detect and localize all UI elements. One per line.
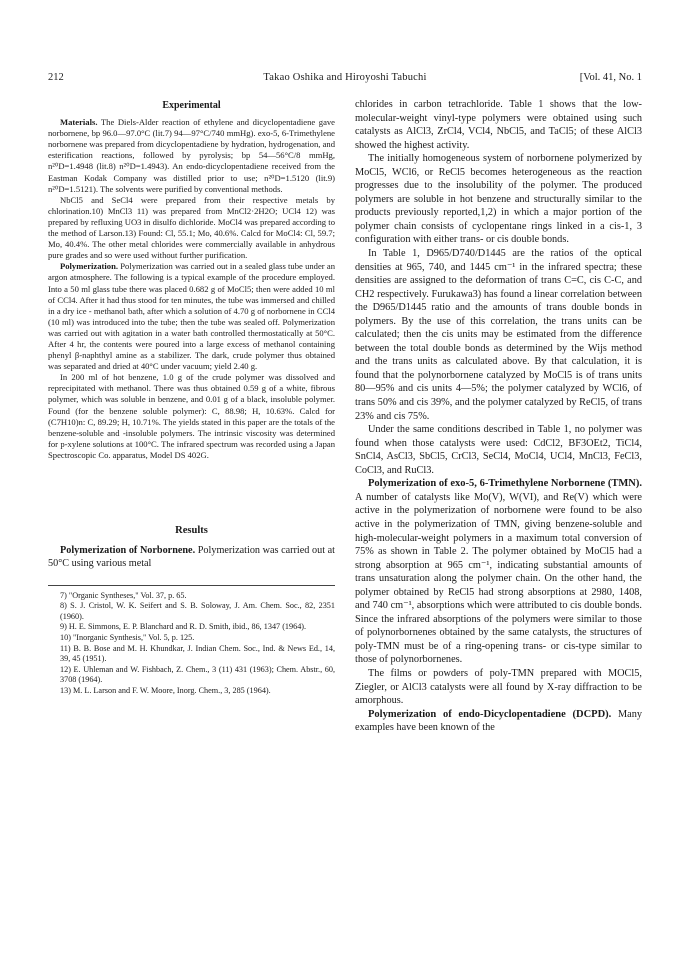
polymerization-run-in-head: Polymerization. — [60, 261, 118, 272]
reference-item: 8) S. J. Cristol, W. K. Seifert and S. B. Soloway, J. Am. Chem. Soc., 82, 2351 (1960). — [60, 601, 335, 621]
purification-paragraph: In 200 ml of hot benzene, 1.0 g of the crude polymer was dissolved and reprecipitated with methanol. There was thus obtained 0.59 g of a white, fibrous polymer, which was soluble in benzene, and 0.01 g of a black, insoluble polymer. Found (for the benzene soluble polymer): C, 88.98; H, 10.63%. Calcd for (C7H10)n: C, 89.29; H, 10.71%. The yields stated in this paper are the totals of the benzene-soluble and -insoluble polymers. The intrinsic viscosity was determined for p-xylene solutions at 100°C. The infrared spectrum was recorded using a Japan Spectroscopic Co. apparatus, Model DS 402G. — [48, 372, 335, 460]
no-polymer-paragraph: Under the same conditions described in Table 1, no polymer was found when those catalysts were used: CdCl2, BF3OEt2, TiCl4, SnCl4, AsCl3, SbCl5, CrCl3, SeCl4, MoCl4, UCl4, MnCl3, FeCl3, CoCl3, and RuCl3. — [355, 424, 642, 476]
volume-label: [Vol. 41, No. 1 — [579, 72, 642, 83]
polymerization-text: Polymerization was carried out in a sealed glass tube under an argon atmosphere. The following is a typical example of the procedure employed. Into a 50 ml glass tube there was placed 0.682 g of MoCl5; then were added 10 ml of CCl4. After it had thus stood for ten minutes, the tube was immersed and chilled in a dry ice - methanol bath, after which a solution of 4.70 g of norbornene in CCl4 (10 ml) was introduced into the tube; then the tube was sealed off. Polymerization was carried out with agitation in a water bath controlled thermostatically at 50°C. After 4 hr, the contents were poured into a large excess of methanol containing phenyl β-naphthyl amine as a stabilizer. The dark, crude polymer thus obtained was separated and dried at 40°C under vacuum; yield 2.40 g. — [48, 261, 335, 372]
results-heading: Results — [175, 525, 208, 536]
materials-paragraph — [48, 117, 335, 195]
reference-item: 9) H. E. Simmons, E. P. Blanchard and R. D. Smith, ibid., 86, 1347 (1964). — [60, 622, 307, 632]
footnote-references — [48, 585, 335, 697]
materials-run-in-head: Materials. — [60, 117, 98, 128]
page-number: 212 — [48, 72, 64, 83]
results-text: Polymerization was carried out at 50°C using various metal — [48, 545, 335, 570]
dcpd-text: Many examples have been known of the — [355, 708, 642, 734]
reference-item: 12) E. Uhleman and W. Fishbach, Z. Chem., 3 (11) 431 (1963); Chem. Abstr., 60, 3708 (1964). — [60, 664, 335, 685]
two-column-body — [48, 98, 642, 938]
tmn-paragraph — [355, 477, 642, 667]
norbornene-run-in-head: Polymerization of Norbornene. — [60, 545, 196, 557]
dcpd-paragraph — [355, 708, 642, 735]
tmn-text: A number of catalysts like Mo(V), W(VI), and Re(V) which were active in the polymerization of norbornene were found to be also active in the polymerization of TMN, giving benzene-soluble and high-molecular-weight polymers in a maximum total conversion of 75% as shown in Table 2. The polymer obtained by MoCl5 had a strong absorption at 965 cm⁻¹, indicating substantial amounts of trans unsaturation along the polymer chain. On the other hand, the polymer obtained by ReCl5 had strong absorptions at 2980, 1408, and 740 cm⁻¹, absorptions which were attributed to cis double bonds. Since the infrared absorptions of the polymers were similar to those of polynorbornenes obtained by the same catalysts, the structures of poly-TMN must be of a ring-opening trans- or cis-type similar to those of polynorbornenes. — [355, 491, 642, 666]
running-head — [48, 71, 642, 85]
homogeneous-system-paragraph: The initially homogeneous system of norbornene polymerized by MoCl5, WCl6, or ReCl5 becomes heterogeneous as the reaction progresses due to the insolubility of the polymer. The produced polymers are soluble in hot benzene and structurally similar to the products previously reported,1,2) in which a major portion of the polymer chain consists of cyclopentane rings linked in a cis-1, 3 configuration with either trans- or cis double bonds. — [355, 153, 642, 246]
materials-text: The Diels-Alder reaction of ethylene and dicyclopentadiene gave norbornene, bp 96.0—97.0°C (lit.7) 94—97°C/740 mmHg). exo-5, 6-Trimethylene norbornene was prepared from dicyclopentadiene by hydration, hydrogenation, and esterification reactions, followed by pyrolysis; bp 54—56°C/8 mmHg, n²⁰D=1.4948 (lit.8) n²⁰D=1.4943). An endo-dicyclopentadiene received from the Eastman Kodak Company was distilled prior to use; n²⁰D=1.5120 (lit.9) n²⁰D=1.5121). The solvents were purified by conventional methods. — [48, 117, 335, 194]
tmn-run-in-head: Polymerization of exo-5, 6-Trimethylene Norbornene (TMN). — [368, 478, 642, 490]
right-column — [355, 98, 642, 938]
reference-item: 10) "Inorganic Synthesis," Vol. 5, p. 125. — [60, 633, 195, 643]
chlorides-paragraph: NbCl5 and SeCl4 were prepared from their respective metals by chlorination.10) MnCl3 11) was prepared from MnCl2·2H2O; UCl4 12) was prepared by refluxing UO3 in disulfo dichloride. MoCl4 was prepared according to the method of Larson.13) Found: Cl, 55.1; Mo, 40.6%. Calcd for MoCl4: Cl, 59.7; Mo, 40.4%. The other metal chlorides were commercially available in anhydrous pure grades and so were used without further purification. — [48, 194, 335, 261]
polymerization-paragraph — [48, 261, 335, 372]
optical-density-paragraph: In Table 1, D965/D740/D1445 are the ratios of the optical densities at 965, 740, and 1445 cm⁻¹ in the infrared spectra; these densities are assigned to the deformation of trans C=C, cis C-C, and CH2 respectively. Furukawa3) has found a linear correlation between the D965/D1445 ratio and the amounts of trans double bonds in polymers. By the use of this correlation, the trans units can be calculated; then the cis units may be estimated from the difference between the total double bonds as determined by the Wijs method and the trans units as calculated above. By that calculation, it is found that the polynorbornene catalyzed by MoCl5 is of trans units 80—95% and cis units 4—5%; the polymer catalyzed by WCl6, of trans 50% and cis 39%, and the polymer catalyzed by ReCl5, of trans 23% and cis 75%. — [355, 248, 642, 422]
results-paragraph — [48, 544, 335, 571]
reference-item: 13) M. L. Larson and F. W. Moore, Inorg. Chem., 3, 285 (1964). — [60, 686, 271, 696]
running-head-authors: Takao Oshika and Hiroyoshi Tabuchi — [263, 72, 427, 83]
dcpd-run-in-head: Polymerization of endo-Dicyclopentadiene (DCPD). — [368, 708, 612, 720]
reference-item: 11) B. B. Bose and M. H. Khundkar, J. Indian Chem. Soc., Ind. & News Ed., 14, 39, 45 (1951). — [60, 643, 335, 664]
reference-item: 7) "Organic Syntheses," Vol. 37, p. 65. — [60, 590, 187, 600]
left-column — [48, 98, 335, 938]
experimental-heading: Experimental — [162, 100, 221, 111]
continued-paragraph: chlorides in carbon tetrachloride. Table 1 shows that the low-molecular-weight vinyl-type polymers were obtained using such catalysts as AlCl3, ZrCl4, VCl4, NbCl5, and TaCl5; of these AlCl3 showed the highest activity. — [355, 99, 642, 151]
xray-paragraph: The films or powders of poly-TMN prepared with MOCl5, Ziegler, or AlCl3 catalysts were all found by X-ray diffraction to be amorphous. — [355, 667, 642, 707]
